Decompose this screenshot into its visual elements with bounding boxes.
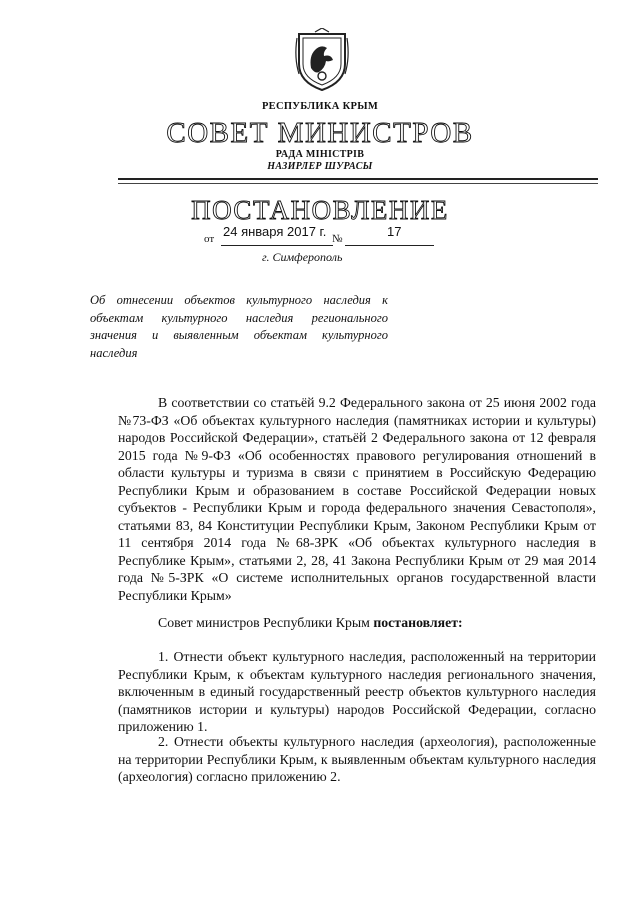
resolves-keyword: постановляет: bbox=[373, 615, 463, 630]
clause-2-paragraph: 2. Отнести объекты культурного наследия (археология), расположенные на территории Республики Крым, к выявленным объектам культурного наследия (археология) согласно приложению 2. bbox=[118, 734, 596, 784]
council-title-text: СОВЕТ МИНИСТРОВ bbox=[166, 117, 474, 149]
date-prefix: от bbox=[204, 233, 215, 245]
number-prefix: № bbox=[332, 233, 343, 245]
clause-1-paragraph: 1. Отнести объект культурного наследия, расположенный на территории Республики Крым, к объектам культурного наследия регионального значения, включенным в единый государственный реестр объектов культурного наследия (памятников истории и культуры) народов Российской Федерации, согласно приложению 1. bbox=[118, 649, 596, 734]
council-title bbox=[0, 116, 640, 150]
republic-name: РЕСПУБЛИКА КРЫМ bbox=[261, 101, 379, 112]
decree-title-text: ПОСТАНОВЛЕНИЕ bbox=[191, 195, 449, 225]
crimea-coat-of-arms-icon bbox=[293, 28, 351, 92]
decree-date: 24 января 2017 г. bbox=[223, 224, 327, 239]
decree-city: г. Симферополь bbox=[262, 250, 343, 264]
preamble-paragraph: В соответствии со статьёй 9.2 Федерального закона от 25 июня 2002 года №73-ФЗ «Об объектах культурного наследия (памятниках истории и культуры) народов Российской Федерации», статьёй 2 Федерального закона от 12 февраля 2015 года №9-ФЗ «Об особенностях правового регулирования отношений в области культуры и туризма в связи с принятием в Российскую Федерацию Республики Крым и образованием в составе Российской Федерации новых субъектов - Республики Крым и города федерального значения Севастополя», статьями 83, 84 Конституции Республики Крым, Законом Республики Крым от 11 сентября 2014 года №68-ЗРК «Об объектах культурного наследия в Республике Крым», статьями 2, 28, 41 Закона Республики Крым от 29 мая 2014 года №5-ЗРК «О системе исполнительных органов государственной власти Республики Крым» bbox=[118, 395, 596, 603]
date-number-line bbox=[204, 225, 444, 247]
decree-number: 17 bbox=[387, 224, 402, 239]
council-title-ua: РАДА МІНІСТРІВ bbox=[275, 149, 365, 160]
decree-subject bbox=[90, 292, 388, 362]
number-underline bbox=[345, 245, 434, 246]
date-underline bbox=[221, 245, 333, 246]
decree-subject-text: Об отнесении объектов культурного наследия к объектам культурного наследия регионального значения и выявленным объектам культурного наследия bbox=[90, 293, 388, 360]
resolves-paragraph bbox=[118, 614, 596, 632]
decree-title bbox=[0, 194, 640, 226]
header-rule-thick bbox=[118, 178, 598, 180]
resolves-text: Совет министров Республики Крым bbox=[158, 615, 374, 630]
header-rule-thin bbox=[118, 183, 598, 184]
council-title-crh: НАЗИРЛЕР ШУРАСЫ bbox=[267, 161, 373, 172]
